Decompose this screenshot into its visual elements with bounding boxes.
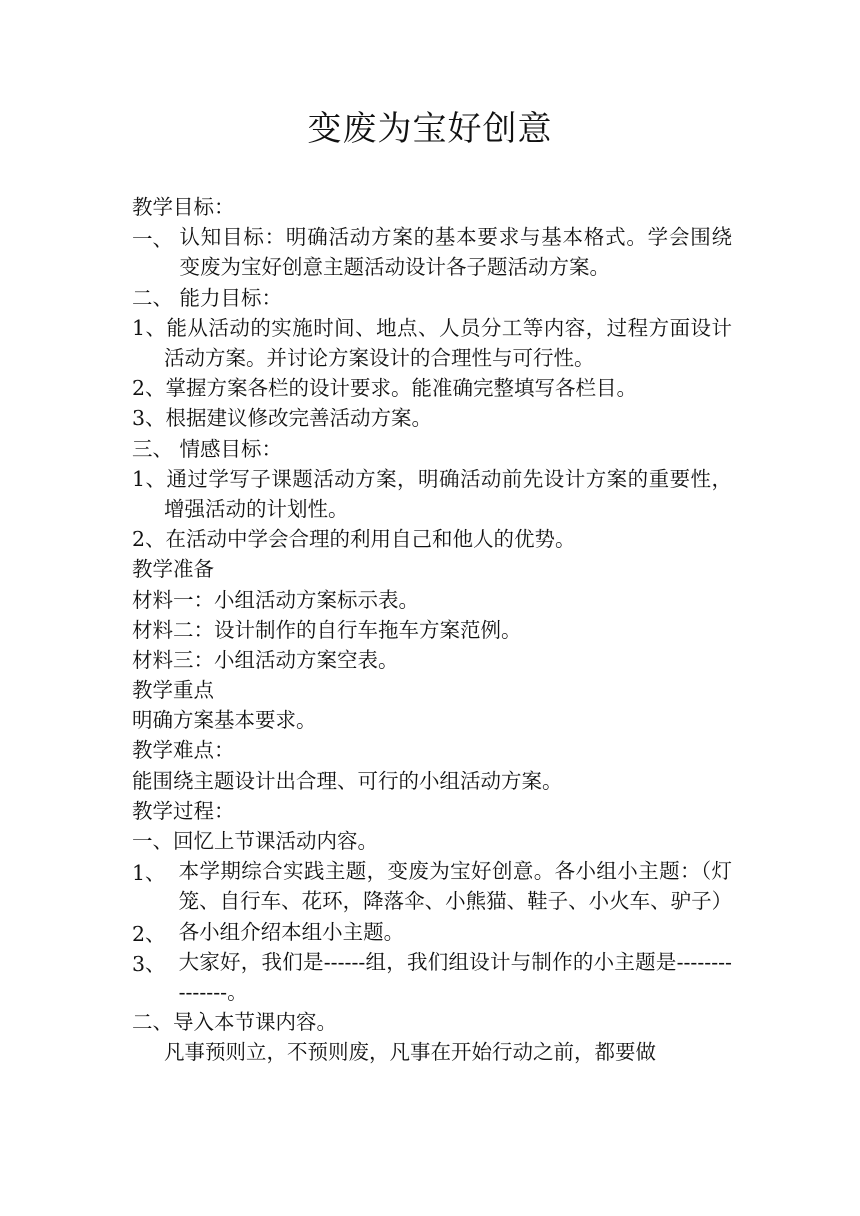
process-item-3-number: 3、 — [132, 951, 179, 976]
goal-ability-heading: 二、 能力目标： — [132, 285, 283, 310]
section-heading-difficulty: 教学难点： — [132, 738, 235, 763]
material-1: 材料一：小组活动方案标示表。 — [132, 587, 419, 612]
difficulty-text: 能围绕主题设计出合理、可行的小组活动方案。 — [132, 768, 563, 793]
section-heading-key-point: 教学重点 — [132, 678, 214, 703]
process-item-1-text: 本学期综合实践主题，变废为宝好创意。各小组小主题：（灯笼、自行车、花环，降落伞、小熊猫、鞋子、小火车、驴子） — [178, 859, 733, 914]
goal-cognitive-text: 认知目标：明确活动方案的基本要求与基本格式。学会围绕变废为宝好创意主题活动设计各子题活动方案。 — [179, 225, 732, 280]
process-item-3 — [132, 947, 732, 1007]
process-item-1 — [132, 856, 732, 916]
process-item-2 — [132, 917, 732, 947]
key-point-text: 明确方案基本要求。 — [132, 708, 317, 733]
process-item-2-text: 各小组介绍本组小主题。 — [178, 919, 405, 944]
section-heading-process: 教学过程： — [132, 798, 235, 823]
emotion-item-1: 1、通过学写子课题活动方案，明确活动前先设计方案的重要性，增强活动的计划性。 — [132, 466, 732, 521]
document-body — [132, 192, 732, 1068]
process-step-2-heading: 二、导入本节课内容。 — [132, 1010, 337, 1035]
document-title: 变废为宝好创意 — [307, 109, 553, 149]
process-item-1-number: 1、 — [132, 861, 179, 886]
goal-emotion-heading: 三、 情感目标： — [132, 436, 283, 461]
section-heading-preparation: 教学准备 — [132, 557, 214, 582]
process-item-2-number: 2、 — [132, 921, 179, 946]
intro-paragraph: 凡事预则立，不预则废，凡事在开始行动之前，都要做 — [164, 1040, 656, 1065]
process-item-3-text: 大家好，我们是------组，我们组设计与制作的小主题是---------------。 — [178, 949, 732, 1005]
ability-item-3: 3、根据建议修改完善活动方案。 — [132, 406, 433, 431]
process-step-1-heading: 一、回忆上节课活动内容。 — [132, 829, 378, 854]
emotion-item-2: 2、在活动中学会合理的利用自己和他人的优势。 — [132, 527, 576, 552]
section-heading-teaching-goals: 教学目标： — [132, 195, 235, 219]
material-2: 材料二：设计制作的自行车拖车方案范例。 — [132, 617, 522, 642]
goal-cognitive-number: 一、 — [132, 227, 180, 252]
goal-cognitive — [132, 222, 732, 282]
ability-item-2: 2、掌握方案各栏的设计要求。能准确完整填写各栏目。 — [132, 376, 638, 401]
ability-item-1: 1、能从活动的实施时间、地点、人员分工等内容，过程方面设计活动方案。并讨论方案设计的合理性与可行性。 — [132, 315, 732, 370]
material-3: 材料三：小组活动方案空表。 — [132, 647, 399, 672]
